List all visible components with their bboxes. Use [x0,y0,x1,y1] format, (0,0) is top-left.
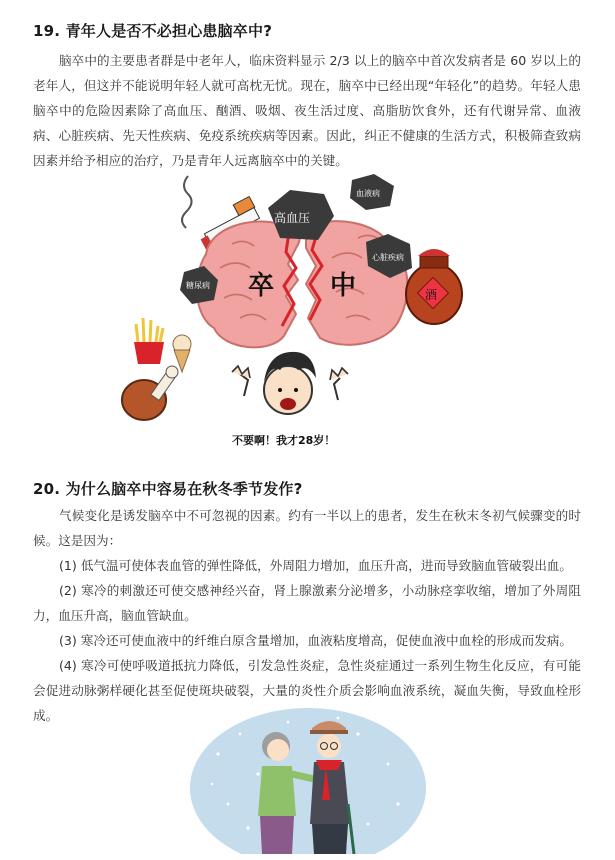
brain-right-char: 中 [330,271,357,301]
wine-jar-icon [406,249,462,324]
stroke-illustration [120,168,480,438]
question-20-item-2: (2) 寒冷的刺激还可使交感神经兴奋，肾上腺激素分泌增多，小动脉痉挛收缩，增加了外周阻力，血压升高，脑血管缺血。 [33,583,581,623]
svg-text:血液病: 血液病 [356,189,380,198]
svg-text:高血压: 高血压 [274,211,311,225]
svg-text:糖尿病: 糖尿病 [186,281,210,290]
illustration-caption: 不要啊！我才28岁！ [232,434,336,447]
question-20-item-4: (4) 寒冷可使呼吸道抵抗力降低，引发急性炎症，急性炎症通过一系列生物生化反应，有可能会促进动脉粥样硬化甚至促使斑块破裂，大量的炎性介质会影响血液系统，凝血失衡，导致血栓形成。 [33,658,581,723]
winter-couple-illustration [188,704,428,854]
rock-blood-disease [350,174,394,210]
drumstick-icon [122,366,178,420]
question-20-intro: 气候变化是诱发脑卒中不可忽视的因素。约有一半以上的患者，发生在秋末冬初气候骤变的时候。这是因为： [33,508,581,548]
svg-text:心脏疾病: 心脏疾病 [372,253,404,262]
question-20-item-3: (3) 寒冷还可使血液中的纤维白原含量增加，血液粘度增高，促使血液中血栓的形成而发病。 [59,633,572,648]
fries-icon [134,318,164,364]
question-19-paragraph: 脑卒中的主要患者群是中老年人，临床资料显示 2/3 以上的脑卒中首次发病者是 60 岁以上的老年人，但这并不能说明年轻人就可高枕无忧。现在，脑卒中已经出现“年轻化”的趋势。年轻人患脑卒中的危险因素除了高血压、酗酒、吸烟、夜生活过度、高脂肪饮食外，还有代谢异常、血液病、心脏疾病、先天性疾病、免疫系统疾病等因素。因此，纠正不健康的生活方式，积极筛查致病因素并给予相应的治疗，乃是青年人远离脑卒中的关键。 [33,53,581,168]
question-19-title: 19. 青年人是否不必担心患脑卒中? [33,22,273,40]
brain-left-char: 卒 [248,271,275,301]
question-20-item-1: (1) 低气温可使体表血管的弹性降低，外周阻力增加，血压升高，进而导致脑血管破裂出血。 [59,558,572,573]
ice-cream-icon [173,335,191,372]
screaming-boy-figure [232,352,348,414]
svg-text:酒: 酒 [425,288,438,302]
question-20-title: 20. 为什么脑卒中容易在秋冬季节发作? [33,480,303,498]
